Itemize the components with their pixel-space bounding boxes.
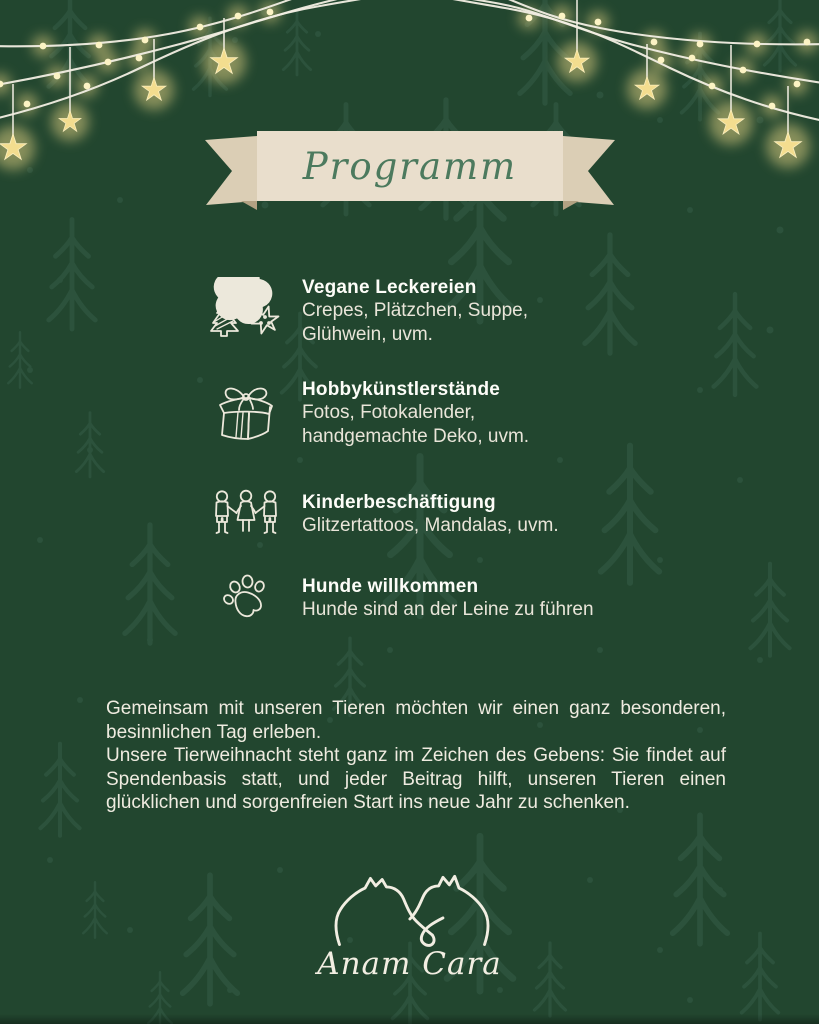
program-item-line: handgemachte Deko, uvm. bbox=[302, 425, 530, 447]
description-section bbox=[106, 697, 726, 815]
program-item-crafts bbox=[204, 378, 529, 448]
banner-title: Programm bbox=[302, 144, 518, 188]
cookies-icon bbox=[204, 277, 288, 339]
program-item-text bbox=[302, 575, 594, 622]
program-item-title: Hunde willkommen bbox=[302, 576, 479, 597]
program-item-line: Hunde sind an der Leine zu führen bbox=[302, 599, 594, 620]
program-item-title: Kinderbeschäftigung bbox=[302, 492, 496, 513]
anam-cara-logo-icon bbox=[332, 874, 492, 949]
program-item-kids bbox=[204, 491, 559, 539]
program-item-line: Glühwein, uvm. bbox=[302, 323, 433, 345]
description-paragraph: Unsere Tierweihnacht steht ganz im Zeichen des Gebens: Sie findet auf Spendenbasis statt, und jeder Beitrag hilft, unseren Tieren einen glücklichen und sorgenfreien Start ins neue Jahr zu schenken. bbox=[106, 745, 726, 813]
program-item-line: Fotos, Fotokalender, bbox=[302, 402, 476, 423]
description-paragraph: Gemeinsam mit unseren Tieren möchten wir einen ganz besonderen, besinnlichen Tag erleben. bbox=[106, 698, 726, 743]
program-item-text bbox=[302, 378, 529, 448]
program-item-title: Hobbykünstlerstände bbox=[302, 379, 501, 400]
paw-icon bbox=[204, 573, 288, 621]
program-item-line: Crepes, Plätzchen, Suppe, bbox=[302, 300, 529, 321]
children-icon bbox=[204, 487, 288, 539]
program-item-treats bbox=[204, 276, 528, 346]
program-item-text bbox=[302, 491, 559, 538]
logo-name: Anam Cara bbox=[317, 946, 502, 982]
program-item-text bbox=[302, 276, 528, 346]
gift-icon bbox=[204, 378, 288, 442]
bottom-shade bbox=[0, 1014, 819, 1024]
program-item-title: Vegane Leckereien bbox=[302, 277, 477, 298]
program-item-line: Glitzertattoos, Mandalas, uvm. bbox=[302, 515, 559, 536]
program-item-dogs bbox=[204, 575, 594, 622]
